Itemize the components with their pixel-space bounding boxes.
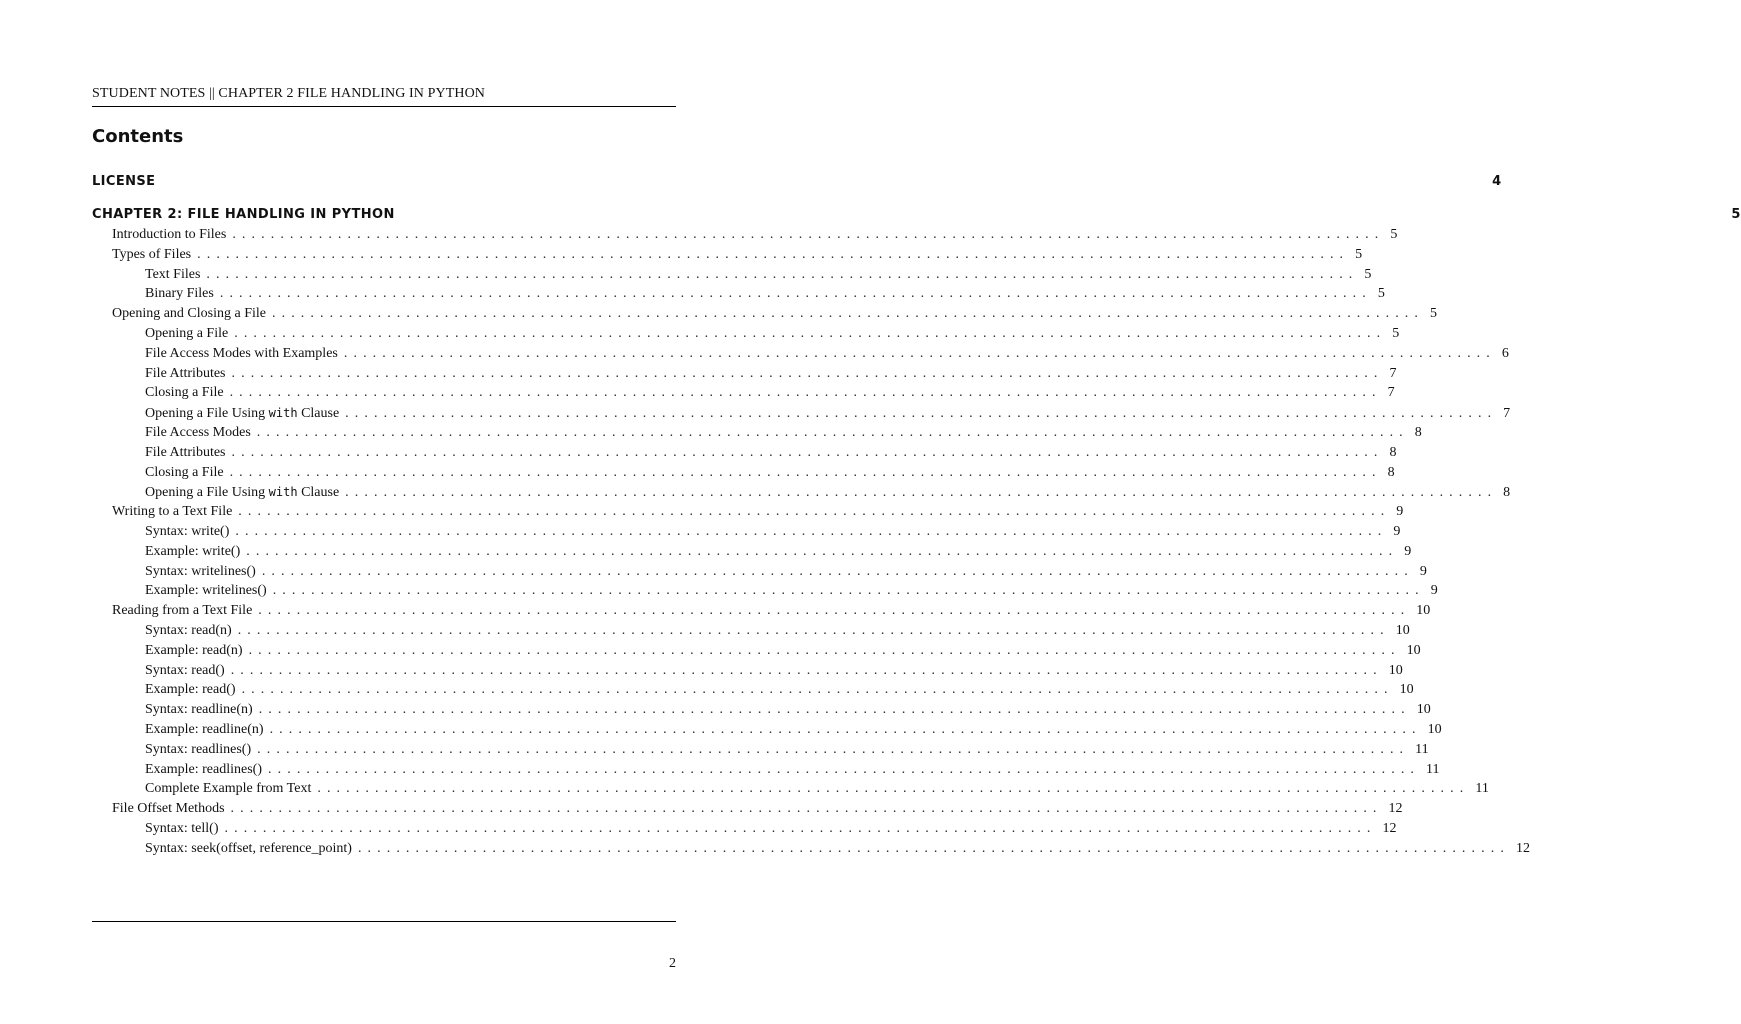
dot-leader: ........................................................................................................................	[197, 246, 1350, 262]
toc-entry[interactable]	[92, 423, 1422, 443]
toc-entry-title: Example: readline(n)	[145, 722, 264, 737]
dot-leader: ........................................................................................................................	[230, 801, 1383, 817]
dot-leader: ........................................................................................................................	[345, 406, 1498, 422]
dot-leader: ........................................................................................................................	[241, 682, 1394, 698]
toc-entry[interactable]	[92, 720, 1442, 740]
running-header: STUDENT NOTES || CHAPTER 2 FILE HANDLING IN PYTHON	[92, 86, 486, 101]
toc-entry-title: Example: write()	[145, 543, 241, 559]
dot-leader: ........................................................................................................................	[261, 563, 1414, 579]
toc-page-number: 6	[1501, 345, 1509, 361]
dot-leader: ........................................................................................................................	[224, 821, 1377, 836]
toc-page-number: 9	[1396, 504, 1404, 520]
dot-leader: ........................................................................................................................	[248, 642, 1401, 658]
toc-entry-title: Example: writelines()	[145, 583, 267, 599]
toc-entry[interactable]	[92, 779, 1489, 799]
dot-leader: ........................................................................................................................	[257, 741, 1410, 757]
dot-leader: ........................................................................................................................	[357, 840, 1510, 856]
toc-entry-title: Opening a File	[145, 326, 229, 341]
header-rule	[92, 106, 676, 107]
toc-entry-title: Opening and Closing a File	[112, 306, 266, 322]
dot-leader: ........................................................................................................................	[237, 623, 1390, 638]
dot-leader: ........................................................................................................................	[231, 444, 1384, 460]
toc-page-number: 4	[1492, 174, 1502, 189]
toc-entry-title: Closing a File	[145, 464, 224, 480]
toc-entry-title: File Attributes	[145, 365, 226, 381]
toc-page-number: 5	[1390, 227, 1398, 242]
dot-leader: ........................................................................................................................	[229, 385, 1382, 401]
toc-entry-title: Opening a File Using with Clause	[145, 485, 340, 501]
toc-entry[interactable]	[92, 522, 1401, 542]
toc-page-number: 7	[1389, 365, 1397, 381]
toc-entry[interactable]	[92, 819, 1397, 839]
dot-leader: ........................................................................................................................	[229, 464, 1382, 480]
toc-entry[interactable]	[92, 601, 1431, 621]
toc-entry[interactable]	[92, 641, 1421, 661]
toc-entry-title: Example: read(n)	[145, 642, 243, 658]
toc-entry[interactable]	[92, 760, 1440, 780]
toc-entry-title: File Access Modes with Examples	[145, 345, 338, 361]
toc-entry-title: Syntax: write()	[145, 524, 230, 539]
toc-entry[interactable]	[92, 245, 1363, 265]
dot-leader: ........................................................................................................................	[317, 781, 1470, 797]
toc-entry-title: File Access Modes	[145, 425, 251, 440]
toc-entry-title: Syntax: readline(n)	[145, 702, 253, 718]
toc-entry[interactable]	[92, 839, 1530, 859]
toc-entry-title: Closing a File	[145, 385, 224, 401]
toc-page-number: 7	[1387, 385, 1395, 401]
toc-chapter-entry[interactable]	[92, 205, 1741, 225]
contents-title: Contents	[92, 126, 184, 147]
toc-entry-title: CHAPTER 2: FILE HANDLING IN PYTHON	[92, 207, 395, 222]
dot-leader: ........................................................................................................................	[235, 524, 1388, 539]
dot-leader: ........................................................................................................................	[232, 227, 1385, 242]
toc-entry-title: Syntax: read()	[145, 662, 225, 678]
toc-entry[interactable]	[92, 581, 1438, 601]
toc-entry[interactable]	[92, 364, 1397, 384]
footer-rule	[92, 921, 676, 922]
toc-entry-title: Types of Files	[112, 246, 192, 262]
dot-leader: ........................................................................................................................	[256, 425, 1409, 440]
toc-entry-title: Reading from a Text File	[112, 603, 253, 619]
toc-entry[interactable]	[92, 403, 1511, 423]
toc-entry-title: Syntax: tell()	[145, 821, 219, 836]
toc-entry[interactable]	[92, 799, 1403, 819]
toc-page-number: 9	[1404, 543, 1412, 559]
toc-page-number: 9	[1393, 524, 1401, 539]
toc-entry[interactable]	[92, 383, 1395, 403]
toc-page-number: 11	[1415, 741, 1429, 757]
toc-entry-title: Syntax: read(n)	[145, 623, 232, 638]
dot-leader: ........................................................................................................................	[269, 722, 1422, 737]
dot-leader: ........................................................................................................................	[272, 583, 1425, 599]
toc-entry-title: Complete Example from Text	[145, 781, 312, 797]
toc-page-number: 5	[1355, 246, 1363, 262]
toc-page-number: 5	[1364, 266, 1372, 282]
toc-entry[interactable]	[92, 463, 1395, 483]
toc-page-number: 10	[1399, 682, 1414, 698]
toc-entry[interactable]	[92, 661, 1403, 681]
toc-entry[interactable]	[92, 265, 1372, 285]
toc-entry[interactable]	[92, 284, 1385, 304]
toc-entry[interactable]	[92, 502, 1404, 522]
toc-page-number: 10	[1427, 722, 1442, 737]
toc-entry-title: Syntax: seek(offset, reference_point)	[145, 840, 352, 856]
dot-leader: ........................................................................................................................	[272, 306, 1424, 322]
toc-page-number: 10	[1416, 603, 1431, 619]
dot-leader: ........................................................................................................................	[258, 603, 1411, 619]
toc-entry[interactable]	[92, 482, 1511, 502]
toc-page-number: 11	[1426, 761, 1440, 777]
dot-leader: ........................................................................................................................	[343, 345, 1496, 361]
toc-page-number: 5	[1377, 286, 1385, 302]
toc-page-number: 8	[1389, 444, 1397, 460]
dot-leader: ........................................................................................................................	[219, 286, 1372, 302]
toc-entry[interactable]	[92, 225, 1398, 245]
toc-entry-title: Syntax: writelines()	[145, 563, 256, 579]
toc-entry-title: Example: read()	[145, 682, 236, 698]
dot-leader: ........................................................................................................................	[206, 266, 1359, 282]
toc-page-number: 10	[1388, 662, 1403, 678]
dot-leader: ........................................................................................................................	[238, 504, 1391, 520]
toc-entry-title: File Offset Methods	[112, 801, 225, 817]
toc-page-number: 9	[1419, 563, 1427, 579]
toc-entry[interactable]	[92, 700, 1431, 720]
toc-page-number: 9	[1430, 583, 1438, 599]
toc-entry-title: Opening a File Using with Clause	[145, 406, 340, 422]
toc-entry-title: Writing to a Text File	[112, 504, 233, 520]
toc-page-number: 11	[1475, 781, 1489, 797]
toc-page-number: 12	[1515, 840, 1530, 856]
toc-entry[interactable]	[92, 562, 1427, 582]
dot-leader: ........................................................................................................................	[268, 761, 1421, 777]
toc-entry[interactable]	[92, 344, 1509, 364]
toc-entry-title: Binary Files	[145, 286, 214, 302]
toc-page-number: 5	[1430, 306, 1437, 322]
toc-entry-title: Example: readlines()	[145, 761, 263, 777]
toc-page-number: 10	[1395, 623, 1410, 638]
dot-leader: ........................................................................................................................	[234, 326, 1387, 341]
toc-page-number: 8	[1503, 485, 1511, 501]
toc-page-number: 8	[1414, 425, 1422, 440]
toc-page-number: 5	[1731, 207, 1741, 222]
toc-page-number: 8	[1387, 464, 1395, 480]
toc-entry-title: Syntax: readlines()	[145, 741, 252, 757]
toc-entry[interactable]	[92, 680, 1414, 700]
toc-entry-title: File Attributes	[145, 444, 226, 460]
toc-entry-title: Introduction to Files	[112, 227, 227, 242]
toc-chapter-entry[interactable]	[92, 172, 1502, 192]
dot-leader: ........................................................................................................................	[231, 365, 1384, 381]
dot-leader: ........................................................................................................................	[345, 485, 1498, 501]
dot-leader: ........................................................................................................................	[246, 543, 1399, 559]
toc-entry-title: Text Files	[145, 266, 201, 282]
toc-entry-title: LICENSE	[92, 174, 156, 189]
toc-page-number: 7	[1503, 406, 1511, 422]
toc-entry[interactable]	[92, 621, 1410, 641]
toc-entry[interactable]	[92, 443, 1397, 463]
toc-page-number: 12	[1388, 801, 1403, 817]
toc-page-number: 12	[1382, 821, 1397, 836]
page-number: 2	[669, 956, 676, 971]
toc-entry[interactable]	[92, 542, 1412, 562]
dot-leader: ........................................................................................................................	[230, 662, 1383, 678]
toc-page-number: 10	[1406, 642, 1421, 658]
toc-entry[interactable]	[92, 324, 1400, 344]
toc-entry[interactable]	[92, 740, 1429, 760]
dot-leader: ........................................................................................................................	[258, 702, 1411, 718]
toc-page-number: 5	[1392, 326, 1400, 341]
toc-page-number: 10	[1416, 702, 1431, 718]
toc-entry[interactable]	[92, 304, 1437, 324]
